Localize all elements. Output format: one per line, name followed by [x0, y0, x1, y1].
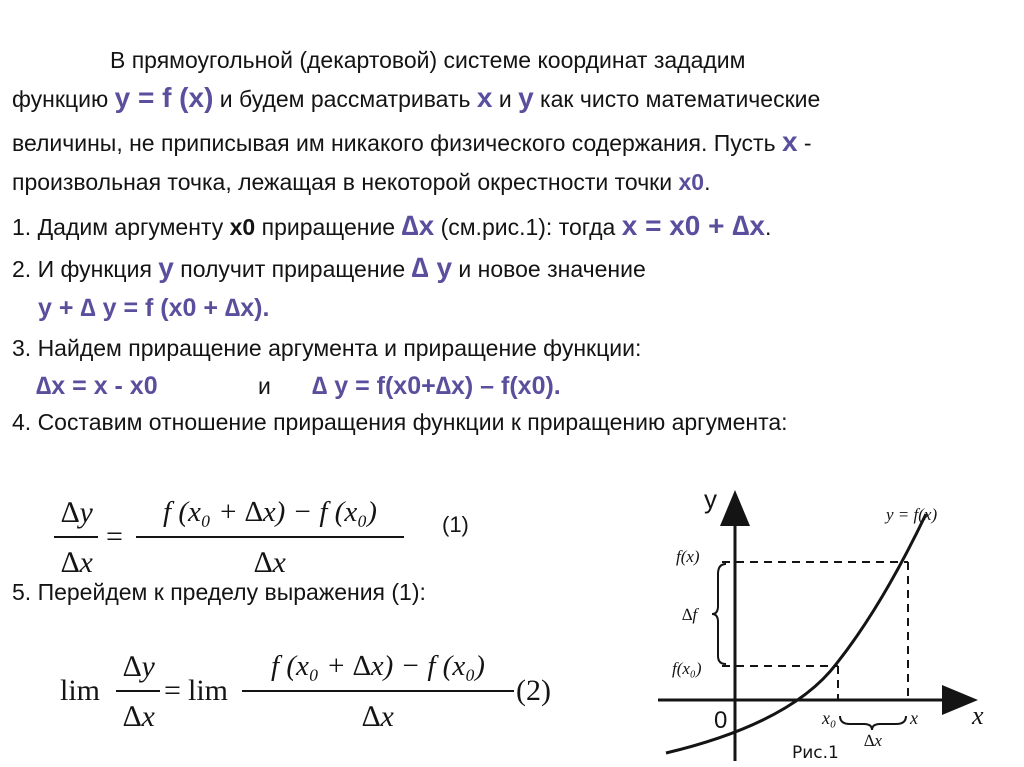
- text: .: [704, 169, 711, 195]
- x-equation: x = x0 + ∆x: [621, 210, 765, 241]
- step-3-formula-2: [312, 372, 561, 400]
- text: величины, не приписывая им никакого физического содержания. Пусть: [12, 130, 782, 156]
- var-y: y: [158, 252, 174, 283]
- x-axis-label: x: [972, 701, 984, 730]
- text: и новое значение: [452, 256, 646, 282]
- eq2-equals: =: [164, 674, 181, 707]
- text: и: [258, 373, 271, 399]
- eq1-lhs-denominator: ∆x: [61, 546, 93, 579]
- fx0-label: f(x₀): [672, 659, 702, 678]
- eq1-lhs-numerator: ∆y: [61, 496, 93, 529]
- curve-label: y = f(x): [886, 505, 938, 524]
- eq2-lhs-bar: [116, 690, 160, 692]
- eq1-rhs-denominator: ∆x: [254, 546, 286, 579]
- delta-f-brace: [712, 564, 726, 664]
- eq2-lhs-denominator: ∆x: [123, 700, 155, 733]
- eq2-number: (2): [516, 674, 551, 707]
- step-5: [12, 578, 426, 606]
- step-4: [12, 408, 788, 436]
- step-2: [12, 254, 646, 283]
- step-3-formulas: [36, 372, 158, 400]
- eq2-rhs-numerator: f (x₀ + ∆x) − f (x₀): [271, 650, 485, 682]
- delta-x-formula: ∆x = x - x0: [36, 372, 158, 400]
- delta-f-label: ∆f: [682, 605, 698, 624]
- text: как чисто математические: [533, 86, 821, 112]
- var-y: у: [518, 82, 534, 113]
- eq1-equals: =: [106, 520, 123, 553]
- delta-y-formula: ∆ y = f(x0+∆x) – f(x0).: [312, 372, 561, 400]
- step-3: [12, 334, 641, 362]
- text: и: [492, 86, 519, 112]
- var-x: x: [781, 126, 798, 157]
- intro-text-1: В прямоугольной (декартовой) системе координат зададим: [110, 47, 746, 73]
- eq1-lhs-bar: [54, 536, 98, 538]
- new-value-equation: y + ∆ y = f (x0 + ∆x).: [38, 294, 270, 322]
- delta-y: ∆ y: [411, 252, 453, 283]
- text: и будем рассматривать: [213, 86, 477, 112]
- figure-caption: Рис.1: [792, 743, 839, 763]
- intro-line-2: [12, 84, 820, 113]
- delta-x-brace: [840, 716, 906, 730]
- intro-line-4: [12, 168, 710, 196]
- eq1-number: (1): [442, 512, 469, 537]
- origin-label: 0: [714, 707, 728, 734]
- eq2-rhs-denominator: ∆x: [362, 700, 394, 733]
- x0-label: x₀: [822, 708, 837, 728]
- text: 1. Дадим аргументу: [12, 214, 230, 240]
- eq1-rhs-numerator: f (x₀ + ∆x) − f (x₀): [163, 496, 377, 528]
- var-x: x: [476, 82, 493, 113]
- text: произвольная точка, лежащая в некоторой окрестности точки: [12, 169, 679, 195]
- text: (см.рис.1): тогда: [434, 214, 622, 240]
- delta-x-label: ∆x: [864, 731, 882, 750]
- eq2-rhs-bar: [242, 690, 514, 692]
- intro-line-1: [110, 46, 745, 74]
- delta-x: ∆x: [401, 210, 435, 241]
- eq2-lhs-numerator: ∆y: [123, 650, 155, 683]
- function-expr: y = f (x): [114, 82, 214, 113]
- var-x0: x0: [678, 169, 705, 195]
- fx-label: f(x): [676, 547, 700, 566]
- text: 3. Найдем приращение аргумента и приращение функции:: [12, 335, 642, 361]
- y-axis-label: y: [704, 484, 717, 514]
- step-3-and: [258, 372, 271, 400]
- text: -: [797, 130, 812, 156]
- step-1: [12, 212, 771, 241]
- eq2-lim-left: lim: [60, 674, 101, 707]
- eq2-lim-right: lim: [188, 674, 229, 707]
- eq1-rhs-bar: [136, 536, 404, 538]
- text: получит приращение: [173, 256, 412, 282]
- text: .: [764, 214, 772, 240]
- text: 2. И функция: [12, 256, 159, 282]
- figure-1-graph: [642, 478, 1012, 763]
- text: приращение: [255, 214, 402, 240]
- intro-line-3: [12, 128, 812, 157]
- var-x0: x0: [229, 214, 256, 240]
- step-2-formula: [38, 294, 269, 322]
- text: 4. Составим отношение приращения функции к приращению аргумента:: [12, 409, 788, 435]
- x-label: x: [910, 708, 918, 728]
- text: 5. Перейдем к пределу выражения (1):: [12, 579, 426, 605]
- function-curve: [666, 514, 926, 753]
- text: функцию: [12, 86, 115, 112]
